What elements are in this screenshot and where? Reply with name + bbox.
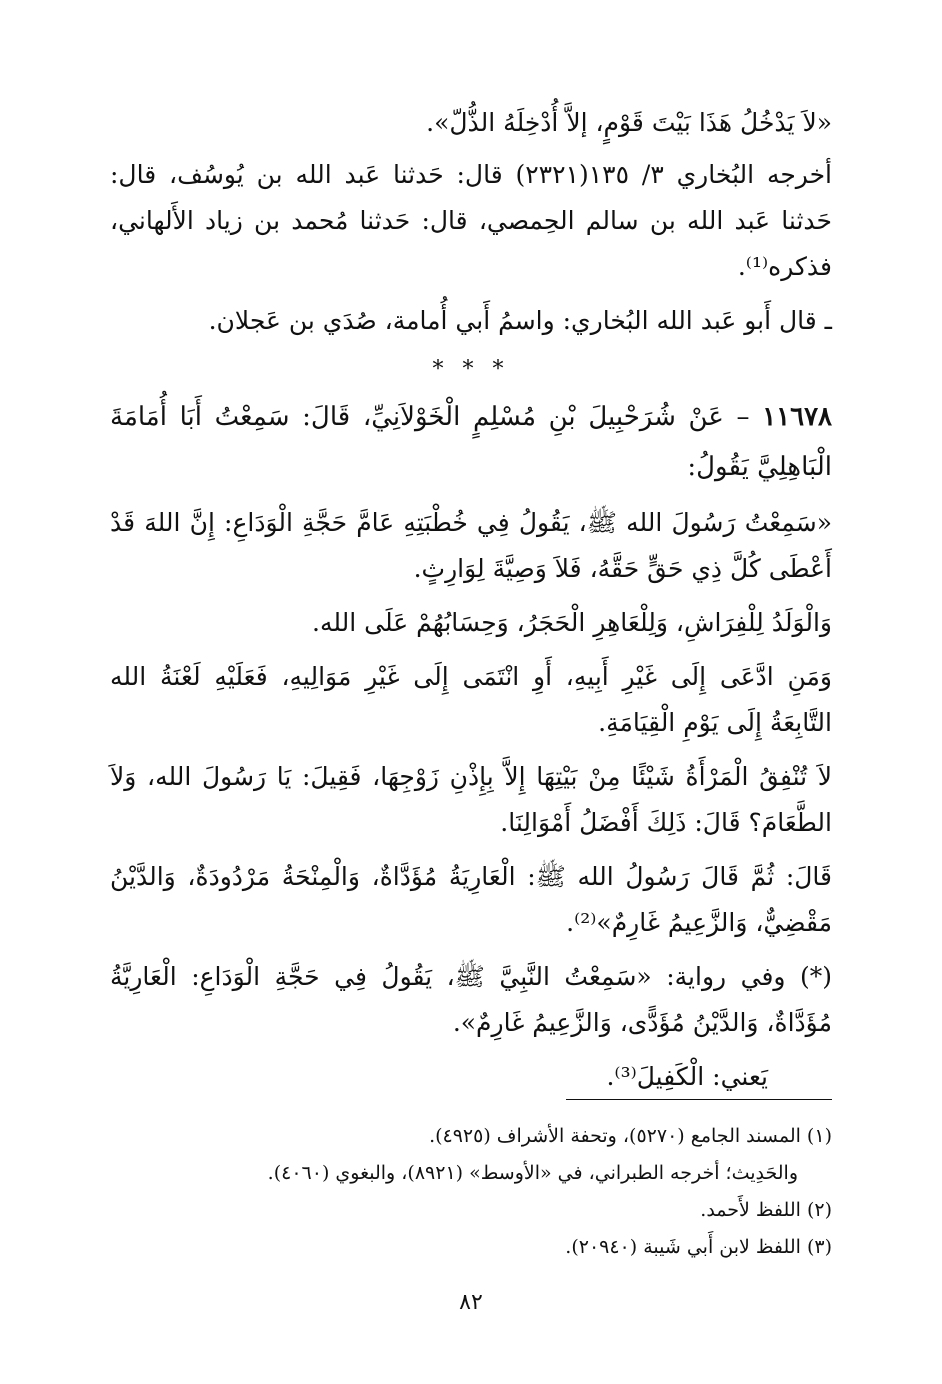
footnote-2: (٢) اللفظ لأَحمد. <box>700 1199 832 1221</box>
section-separator: * * * <box>432 357 510 382</box>
footnote-1: (١) المسند الجامع (٥٢٧٠)، وتحفة الأشراف (٤٩٢٥). <box>429 1125 832 1147</box>
takhrij-paragraph: أخرجه البُخاري ٣/ ١٣٥(٢٣٢١) قال: حَدثنا عَبد الله بن يُوسُف، قال: حَدثنا عَبد الله بن سالم الحِمصي، قال: حَدثنا مُحمد بن زياد الأَلهاني، فذكره⁽¹⁾. <box>110 160 832 281</box>
hadith-heading <box>110 392 832 492</box>
footnotes <box>110 1118 832 1266</box>
hadith-number: ١١٦٧٨ <box>762 402 833 432</box>
footnote-3: (٣) اللفظ لابن أَبي شَيبة (٢٠٩٤٠). <box>565 1236 832 1258</box>
hadith-intro: – عَنْ شُرَحْبِيلَ بْنِ مُسْلِمٍ الْخَوْلاَنِيِّ، قَالَ: سَمِعْتُ أَبَا أُمَامَةَ الْبَاهِلِيَّ يَقُولُ: <box>110 402 832 482</box>
quote-line: «لاَ يَدْخُلُ هَذَا بَيْتَ قَوْمٍ، إلاَّ أُدْخِلَهُ الذُّلّ». <box>426 108 832 137</box>
page-number: ٨٢ <box>459 1290 483 1315</box>
hadith-paragraph-2: وَالْوَلَدُ لِلْفِرَاشِ، وَلِلْعَاهِرِ الْحَجَرُ، وَحِسَابُهُمْ عَلَى الله. <box>312 608 832 637</box>
page-body <box>110 100 832 1108</box>
hadith-paragraph-4: لاَ تُنْفِقُ الْمَرْأَةُ شَيْئًا مِنْ بَيْتِهَا إِلاَّ بِإِذْنِ زَوْجِهَا، فَقِيلَ: يَا رَسُولَ الله، وَلاَ الطَّعَامَ؟ قَالَ: ذَلِكَ أَفْضَلُ أَمْوَالِنَا. <box>110 762 832 837</box>
bukhari-note: ـ قال أَبو عَبد الله البُخاري: واسمُ أَبي أُمامة، صُدَي بن عَجلان. <box>208 306 832 335</box>
hadith-riwaya: (*) وفي رواية: «سَمِعْتُ النَّبِيَّ ﷺ، يَقُولُ فِي حَجَّةِ الْوَدَاعِ: الْعَارِيَّةُ مُؤَدَّاةٌ، وَالدَّيْنُ مُؤَدًّى، وَالزَّعِيمُ غَارِمٌ». <box>110 962 832 1037</box>
hadith-explanation: يَعني: الْكَفِيلَ⁽³⁾. <box>606 1062 768 1091</box>
footnote-divider <box>566 1099 832 1100</box>
footnote-1-continued: والحَدِيث؛ أخرجه الطبراني، في «الأوسط» (٨٩٢١)، والبغوي (٤٠٦٠). <box>267 1162 798 1184</box>
hadith-paragraph-3: وَمَنِ ادَّعَى إِلَى غَيْرِ أَبِيهِ، أَوِ انْتَمَى إِلَى غَيْرِ مَوَالِيهِ، فَعَلَيْهِ لَعْنَةُ الله التَّابِعَةُ إِلَى يَوْمِ الْقِيَامَةِ. <box>110 662 832 737</box>
hadith-paragraph-5: قَالَ: ثُمَّ قَالَ رَسُولُ الله ﷺ: الْعَارِيَةُ مُؤَدَّاةٌ، وَالْمِنْحَةُ مَرْدُودَةٌ، وَالدَّيْنُ مَقْضِيٌّ، وَالزَّعِيمُ غَارِمٌ»⁽²⁾. <box>110 862 832 937</box>
hadith-paragraph-1: «سَمِعْتُ رَسُولَ الله ﷺ، يَقُولُ فِي خُطْبَتِهِ عَامَّ حَجَّةِ الْوَدَاعِ: إِنَّ اللهَ قَدْ أَعْطَى كُلَّ ذِي حَقٍّ حَقَّهُ، فَلاَ وَصِيَّةَ لِوَارِثٍ. <box>110 508 832 583</box>
